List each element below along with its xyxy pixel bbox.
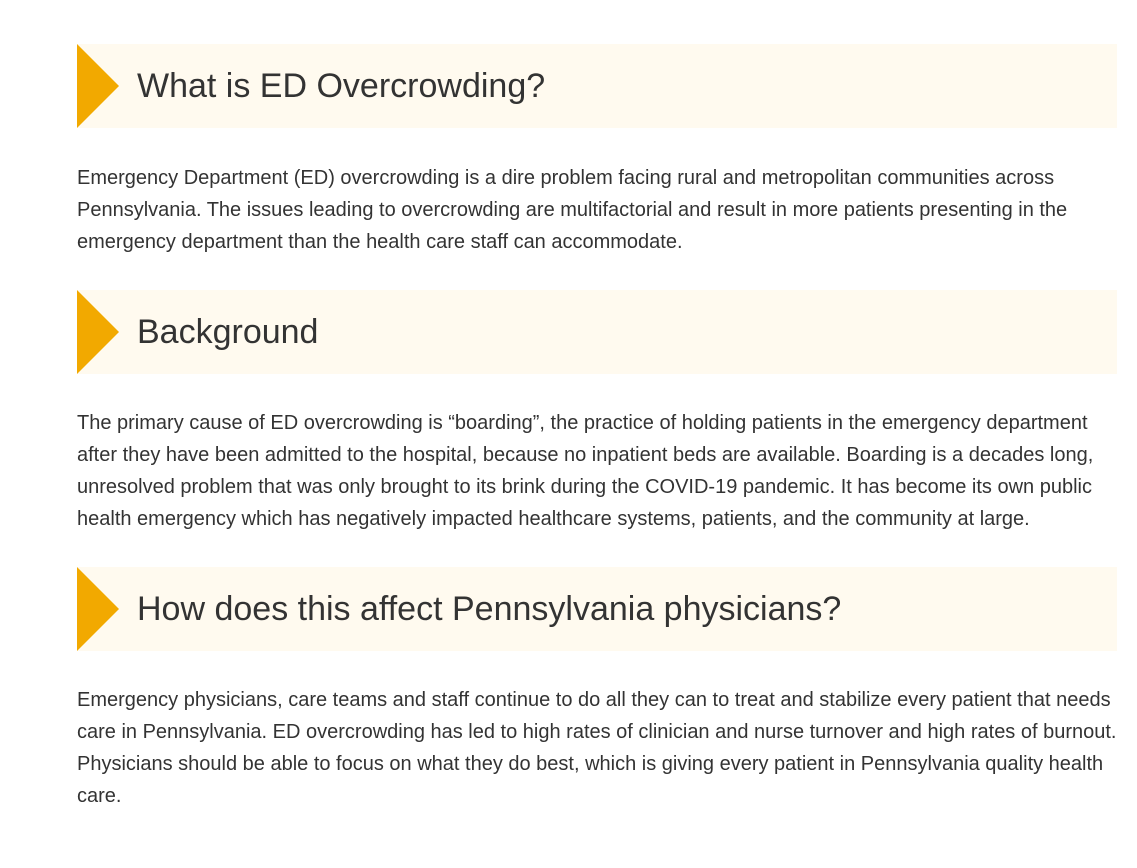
- section-background: [77, 290, 1117, 535]
- section-header: [77, 44, 1117, 128]
- triangle-arrow-icon: [77, 44, 119, 128]
- section-heading: What is ED Overcrowding?: [137, 67, 546, 105]
- section-heading: How does this affect Pennsylvania physicians?: [137, 590, 842, 628]
- section-heading: Background: [137, 313, 319, 351]
- section-what-is-ed-overcrowding: [77, 44, 1117, 258]
- section-header: [77, 567, 1117, 651]
- section-paragraph: The primary cause of ED overcrowding is “boarding”, the practice of holding patients in the emergency department after they have been admitted to the hospital, because no inpatient beds are available. Boarding is a decades long, unresolved problem that was only brought to its brink during the COVID-19 pandemic. It has become its own public health emergency which has negatively impacted healthcare systems, patients, and the community at large.: [77, 412, 1094, 530]
- triangle-arrow-icon: [77, 567, 119, 651]
- section-paragraph: Emergency physicians, care teams and staff continue to do all they can to treat and stabilize every patient that needs care in Pennsylvania. ED overcrowding has led to high rates of clinician and nurse turnover and high rates of burnout. Physicians should be able to focus on what they do best, which is giving every patient in Pennsylvania quality health care.: [77, 689, 1117, 807]
- section-how-does-this-affect-physicians: [77, 567, 1117, 812]
- section-paragraph: Emergency Department (ED) overcrowding is a dire problem facing rural and metropolitan communities across Pennsylvania. The issues leading to overcrowding are multifactorial and result in more patients presenting in the emergency department than the health care staff can accommodate.: [77, 167, 1068, 253]
- section-header: [77, 290, 1117, 374]
- article-content: [77, 44, 1117, 812]
- triangle-arrow-icon: [77, 290, 119, 374]
